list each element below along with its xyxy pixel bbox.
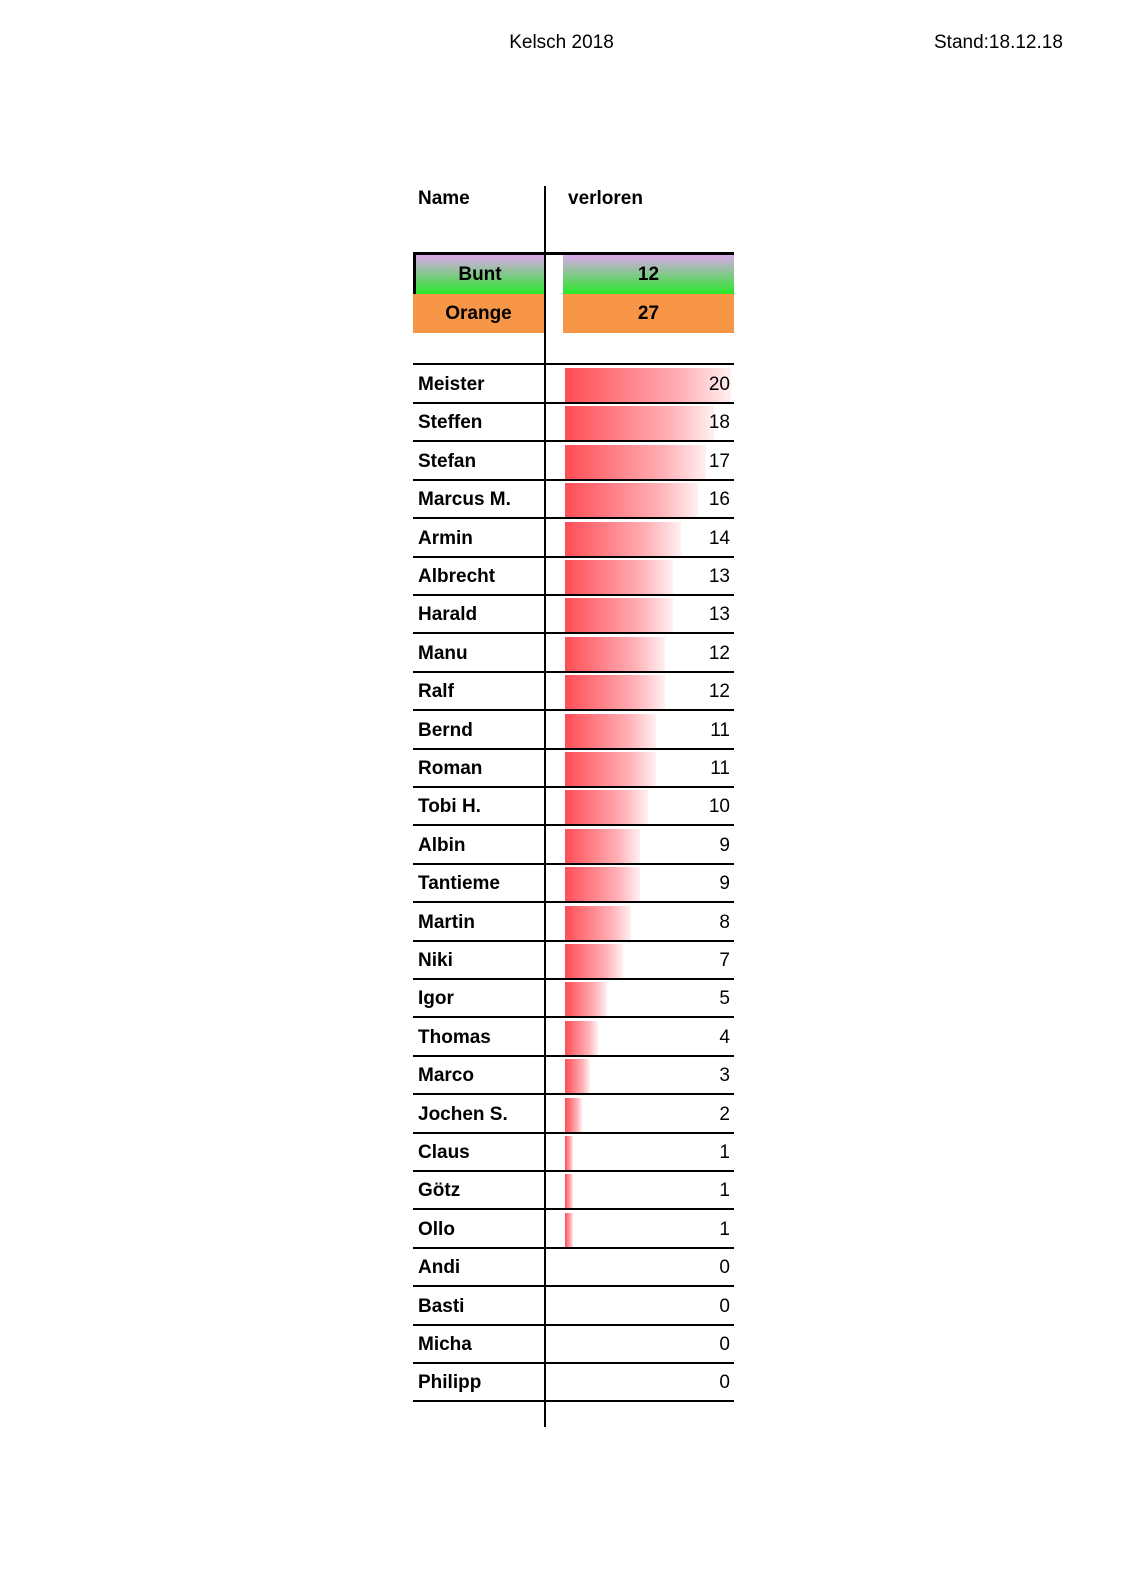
team-value: 12 xyxy=(563,255,734,294)
player-value: 14 xyxy=(708,527,730,549)
player-name: Igor xyxy=(418,988,454,1010)
player-name: Stefan xyxy=(418,450,477,472)
page-title: Kelsch 2018 xyxy=(509,32,614,53)
loss-bar xyxy=(565,1213,573,1247)
loss-bar xyxy=(565,483,698,517)
player-value: 1 xyxy=(719,1218,730,1240)
player-row xyxy=(413,749,734,788)
loss-bar xyxy=(565,944,623,978)
player-name: Roman xyxy=(418,758,483,779)
player-value: 12 xyxy=(708,642,730,664)
player-value: 13 xyxy=(708,604,730,626)
row-divider xyxy=(413,1400,734,1402)
player-row xyxy=(413,1287,734,1326)
stand-date: Stand:18.12.18 xyxy=(934,32,1063,53)
team-row-orange xyxy=(413,294,734,333)
player-row xyxy=(413,1018,734,1057)
player-value: 1 xyxy=(719,1142,730,1163)
player-name: Manu xyxy=(418,642,468,664)
loss-bar xyxy=(565,1021,598,1055)
player-row xyxy=(413,595,734,634)
player-row xyxy=(413,903,734,942)
player-row xyxy=(413,634,734,673)
player-name: Martin xyxy=(418,911,475,933)
loss-bar xyxy=(565,560,673,594)
player-value: 11 xyxy=(710,719,730,741)
player-name: Marco xyxy=(418,1065,474,1087)
player-name: Tobi H. xyxy=(418,796,481,818)
player-value: 11 xyxy=(710,758,730,779)
loss-bar xyxy=(565,637,665,671)
player-name: Niki xyxy=(418,950,453,971)
player-row xyxy=(413,787,734,826)
loss-bar xyxy=(565,368,731,402)
player-value: 16 xyxy=(708,489,730,511)
player-row xyxy=(413,711,734,750)
player-value: 13 xyxy=(708,566,730,587)
player-row xyxy=(413,1056,734,1095)
results-table xyxy=(413,186,734,1427)
player-row xyxy=(413,519,734,558)
team-name: Bunt xyxy=(413,255,544,294)
player-name: Ralf xyxy=(418,681,454,703)
player-value: 4 xyxy=(719,1026,730,1048)
player-value: 0 xyxy=(719,1295,730,1317)
player-value: 0 xyxy=(719,1334,730,1355)
player-value: 18 xyxy=(708,412,730,434)
player-name: Albrecht xyxy=(418,566,496,587)
player-row xyxy=(413,1248,734,1287)
column-header-name: Name xyxy=(418,188,470,209)
player-value: 8 xyxy=(719,911,730,933)
player-name: Marcus M. xyxy=(418,489,511,511)
player-row xyxy=(413,442,734,481)
player-value: 7 xyxy=(719,950,730,971)
loss-bar xyxy=(565,675,665,709)
team-value: 27 xyxy=(563,294,734,333)
player-row xyxy=(413,672,734,711)
player-value: 2 xyxy=(719,1103,730,1125)
player-value: 0 xyxy=(719,1257,730,1279)
loss-bar xyxy=(565,752,656,786)
loss-bar xyxy=(565,1098,582,1132)
player-name: Thomas xyxy=(418,1026,491,1048)
loss-bar xyxy=(565,598,673,632)
loss-bar xyxy=(565,1174,573,1208)
player-name: Steffen xyxy=(418,412,483,434)
player-row xyxy=(413,826,734,865)
player-name: Armin xyxy=(418,527,473,549)
player-name: Philipp xyxy=(418,1372,482,1394)
loss-bar xyxy=(565,982,607,1016)
player-value: 10 xyxy=(708,796,730,818)
player-name: Tantieme xyxy=(418,873,501,895)
player-name: Götz xyxy=(418,1180,461,1202)
player-row xyxy=(413,864,734,903)
player-row xyxy=(413,480,734,519)
loss-bar xyxy=(565,522,681,556)
player-row xyxy=(413,1095,734,1134)
player-row xyxy=(413,557,734,596)
player-row xyxy=(413,1133,734,1172)
player-row xyxy=(413,979,734,1018)
player-value: 0 xyxy=(719,1372,730,1394)
team-name: Orange xyxy=(413,294,544,333)
player-value: 20 xyxy=(708,374,730,395)
loss-bar xyxy=(565,906,631,940)
loss-bar xyxy=(565,714,656,748)
player-row xyxy=(413,1325,734,1364)
player-name: Jochen S. xyxy=(418,1103,508,1125)
loss-bar xyxy=(565,1059,590,1093)
player-row xyxy=(413,403,734,442)
player-row xyxy=(413,365,734,404)
player-value: 9 xyxy=(719,873,730,895)
player-row xyxy=(413,1210,734,1249)
player-name: Meister xyxy=(418,374,485,395)
loss-bar xyxy=(565,790,648,824)
loss-bar xyxy=(565,445,706,479)
player-name: Ollo xyxy=(418,1218,455,1240)
player-value: 17 xyxy=(708,450,730,472)
loss-bar xyxy=(565,829,640,863)
player-value: 1 xyxy=(719,1180,730,1202)
player-name: Andi xyxy=(418,1257,461,1279)
player-value: 9 xyxy=(719,834,730,856)
player-row xyxy=(413,941,734,980)
player-value: 5 xyxy=(719,988,730,1010)
player-name: Micha xyxy=(418,1334,472,1355)
player-name: Albin xyxy=(418,834,466,856)
player-name: Claus xyxy=(418,1142,470,1163)
player-name: Bernd xyxy=(418,719,473,741)
player-value: 3 xyxy=(719,1065,730,1087)
player-value: 12 xyxy=(708,681,730,703)
player-row xyxy=(413,1363,734,1402)
team-row-bunt xyxy=(413,255,734,294)
column-header-verloren: verloren xyxy=(568,188,643,209)
player-name: Basti xyxy=(418,1295,465,1317)
player-row xyxy=(413,1171,734,1210)
loss-bar xyxy=(565,1136,573,1170)
loss-bar xyxy=(565,406,714,440)
loss-bar xyxy=(565,867,640,901)
player-name: Harald xyxy=(418,604,478,626)
